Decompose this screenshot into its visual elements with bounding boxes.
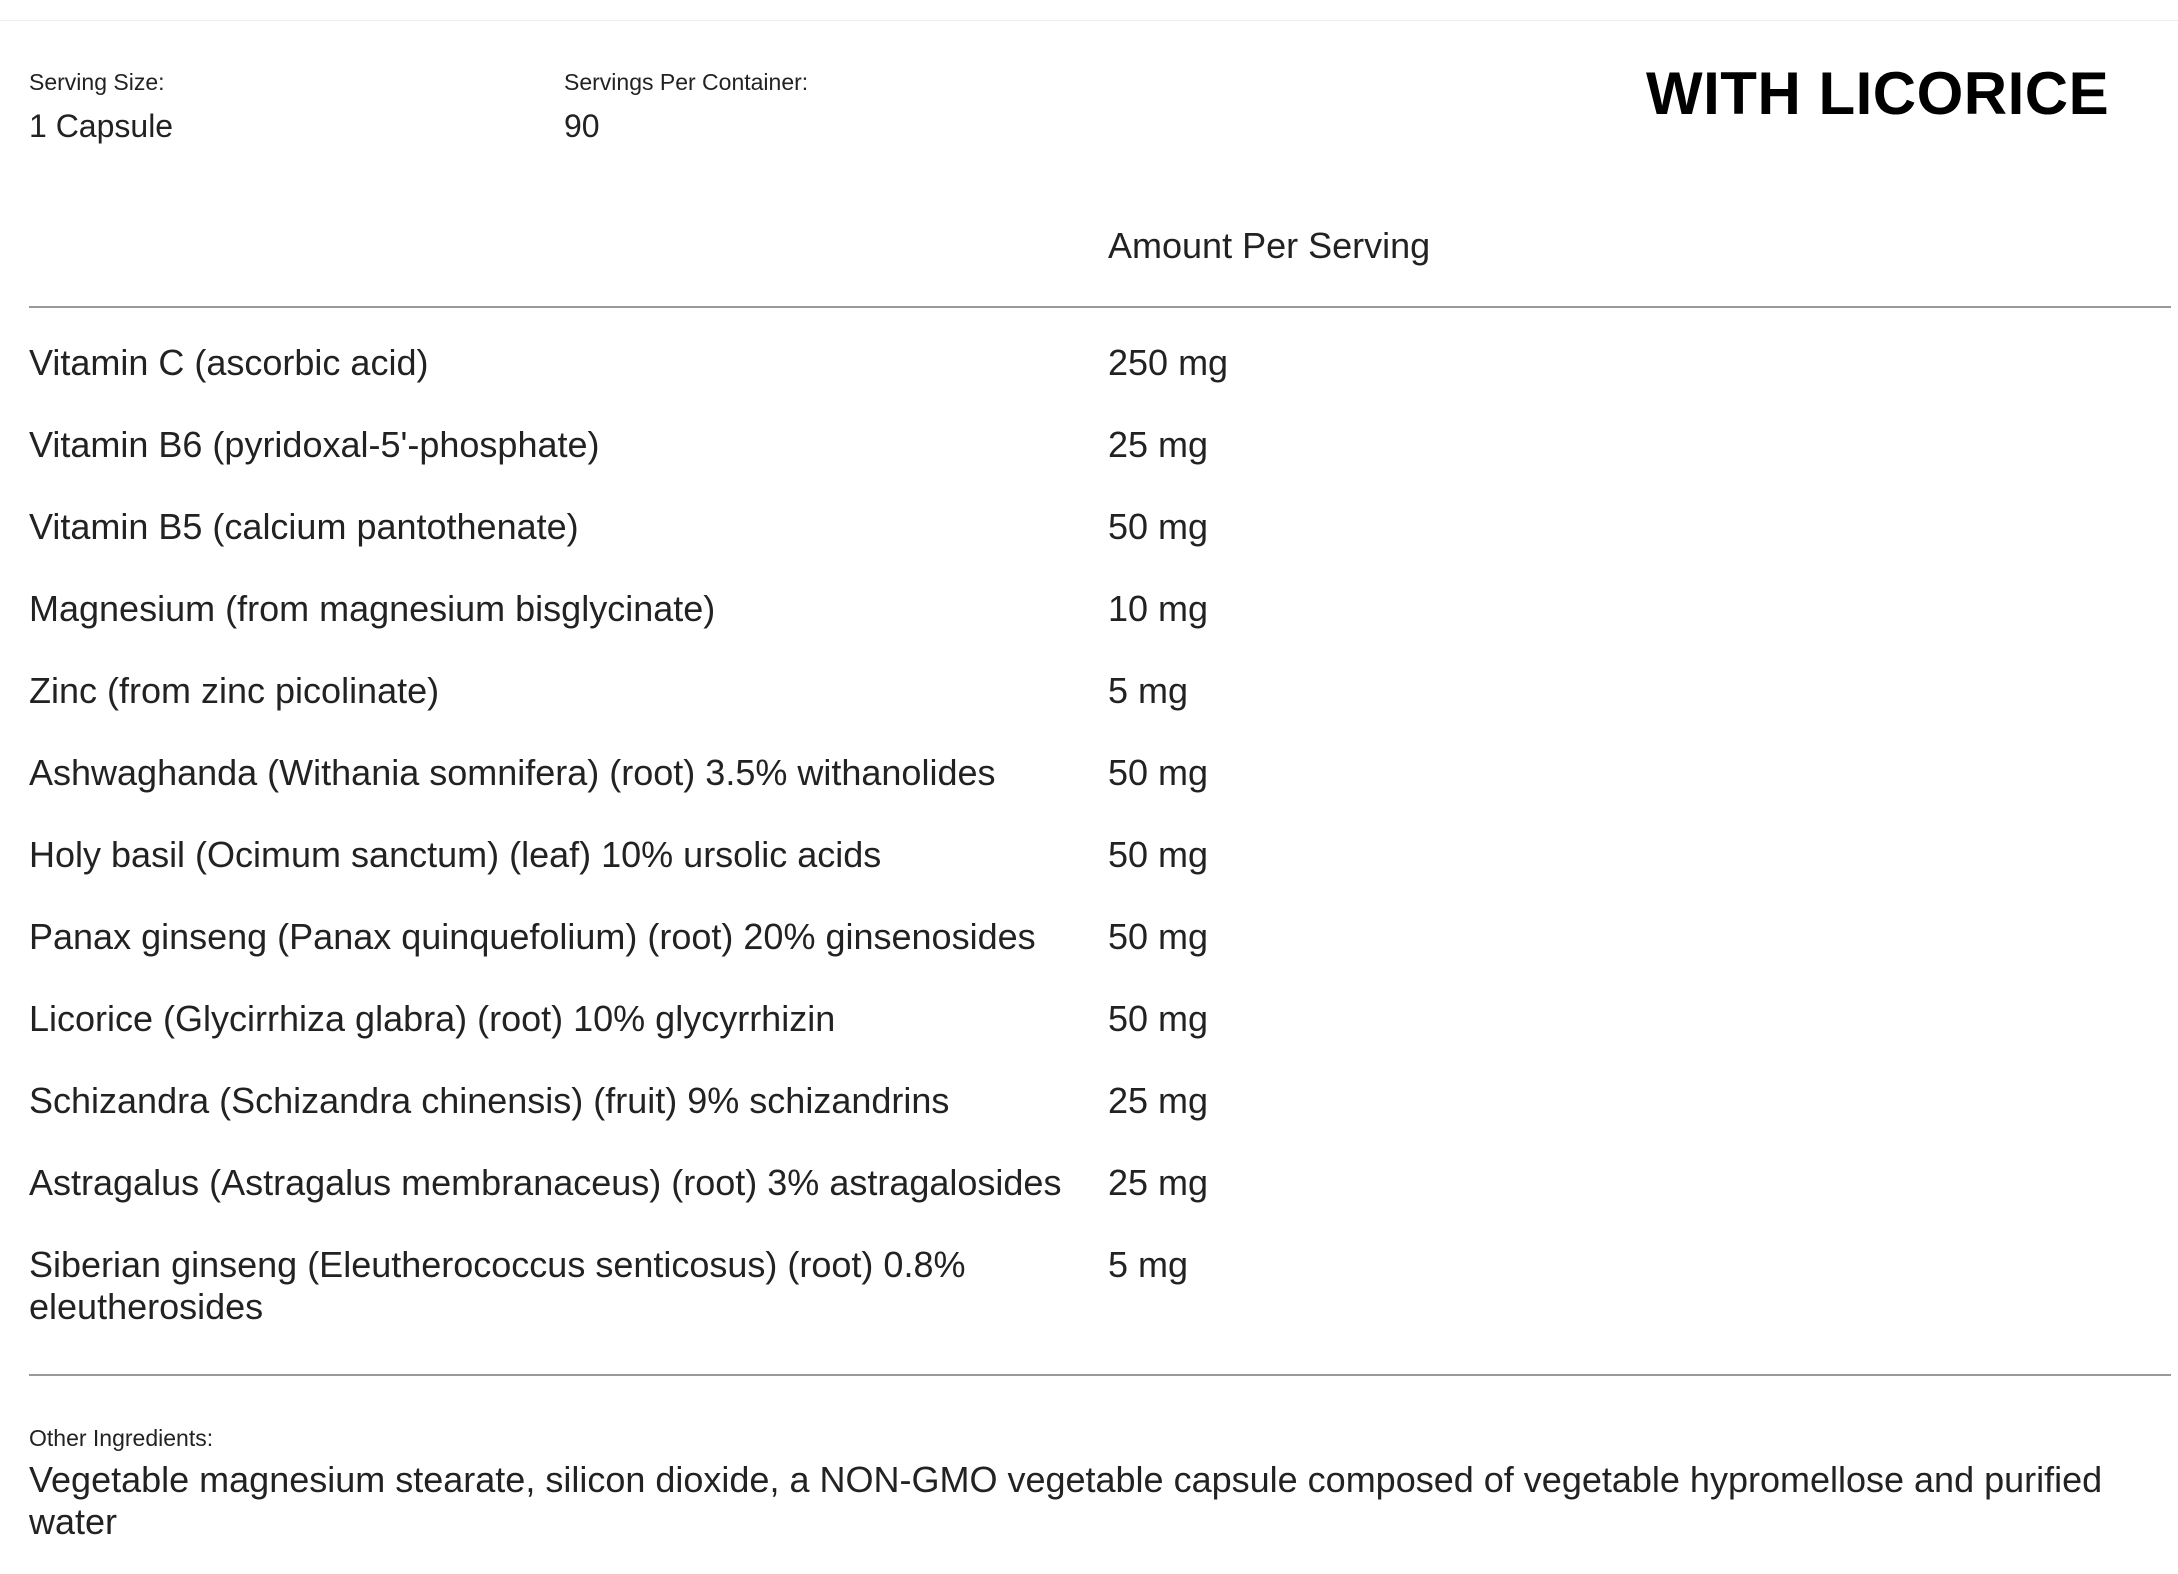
table-row (29, 424, 2171, 506)
ingredient-name: Vitamin B5 (calcium pantothenate) (29, 506, 579, 547)
table-row (29, 1244, 2171, 1328)
serving-size-label: Serving Size: (29, 69, 165, 95)
table-row (29, 916, 2171, 998)
table-top-divider (29, 306, 2171, 308)
table-row (29, 588, 2171, 670)
serving-size-value: 1 Capsule (29, 108, 174, 144)
ingredient-name: Holy basil (Ocimum sanctum) (leaf) 10% ursolic acids (29, 834, 882, 875)
ingredient-amount: 50 mg (1108, 506, 1209, 547)
top-divider (0, 20, 2178, 21)
other-ingredients-label: Other Ingredients: (29, 1425, 214, 1451)
ingredient-name: Astragalus (Astragalus membranaceus) (root) 3% astragalosides (29, 1162, 1062, 1203)
table-row (29, 998, 2171, 1080)
ingredient-amount: 5 mg (1108, 670, 1189, 711)
amount-per-serving-header: Amount Per Serving (1108, 225, 1431, 266)
ingredient-name: Schizandra (Schizandra chinensis) (fruit) 9% schizandrins (29, 1080, 950, 1121)
ingredient-amount: 25 mg (1108, 1162, 1209, 1203)
table-row (29, 1080, 2171, 1162)
table-row (29, 834, 2171, 916)
ingredient-name: Vitamin B6 (pyridoxal-5'-phosphate) (29, 424, 600, 465)
ingredient-name: Zinc (from zinc picolinate) (29, 670, 440, 711)
ingredient-amount: 250 mg (1108, 342, 1229, 383)
ingredient-amount: 50 mg (1108, 916, 1209, 957)
table-row (29, 342, 2171, 424)
other-ingredients-text: Vegetable magnesium stearate, silicon dioxide, a NON-GMO vegetable capsule composed of vegetable hypromellose and purified water (29, 1459, 2103, 1542)
product-title: WITH LICORICE (1646, 60, 2110, 127)
ingredient-amount: 50 mg (1108, 834, 1209, 875)
ingredient-amount: 25 mg (1108, 1080, 1209, 1121)
ingredient-name: Magnesium (from magnesium bisglycinate) (29, 588, 716, 629)
ingredient-amount: 10 mg (1108, 588, 1209, 629)
ingredient-amount: 50 mg (1108, 752, 1209, 793)
table-row (29, 752, 2171, 834)
table-row (29, 506, 2171, 588)
ingredient-name: Ashwaghanda (Withania somnifera) (root) 3.5% withanolides (29, 752, 996, 793)
servings-per-container-label: Servings Per Container: (564, 69, 809, 95)
table-bottom-divider (29, 1374, 2171, 1376)
ingredient-name: Licorice (Glycirrhiza glabra) (root) 10% glycyrrhizin (29, 998, 836, 1039)
servings-per-container-value: 90 (564, 108, 600, 144)
ingredient-name: Siberian ginseng (Eleutherococcus senticosus) (root) 0.8% eleutherosides (29, 1244, 966, 1327)
ingredient-amount: 50 mg (1108, 998, 1209, 1039)
ingredient-name: Vitamin C (ascorbic acid) (29, 342, 429, 383)
ingredient-name: Panax ginseng (Panax quinquefolium) (root) 20% ginsenosides (29, 916, 1036, 957)
servings-per-container (564, 66, 808, 148)
ingredient-amount: 5 mg (1108, 1244, 1189, 1285)
ingredient-list (29, 342, 2171, 1328)
ingredient-amount: 25 mg (1108, 424, 1209, 465)
serving-size (29, 66, 173, 148)
table-row (29, 670, 2171, 752)
table-row (29, 1162, 2171, 1244)
